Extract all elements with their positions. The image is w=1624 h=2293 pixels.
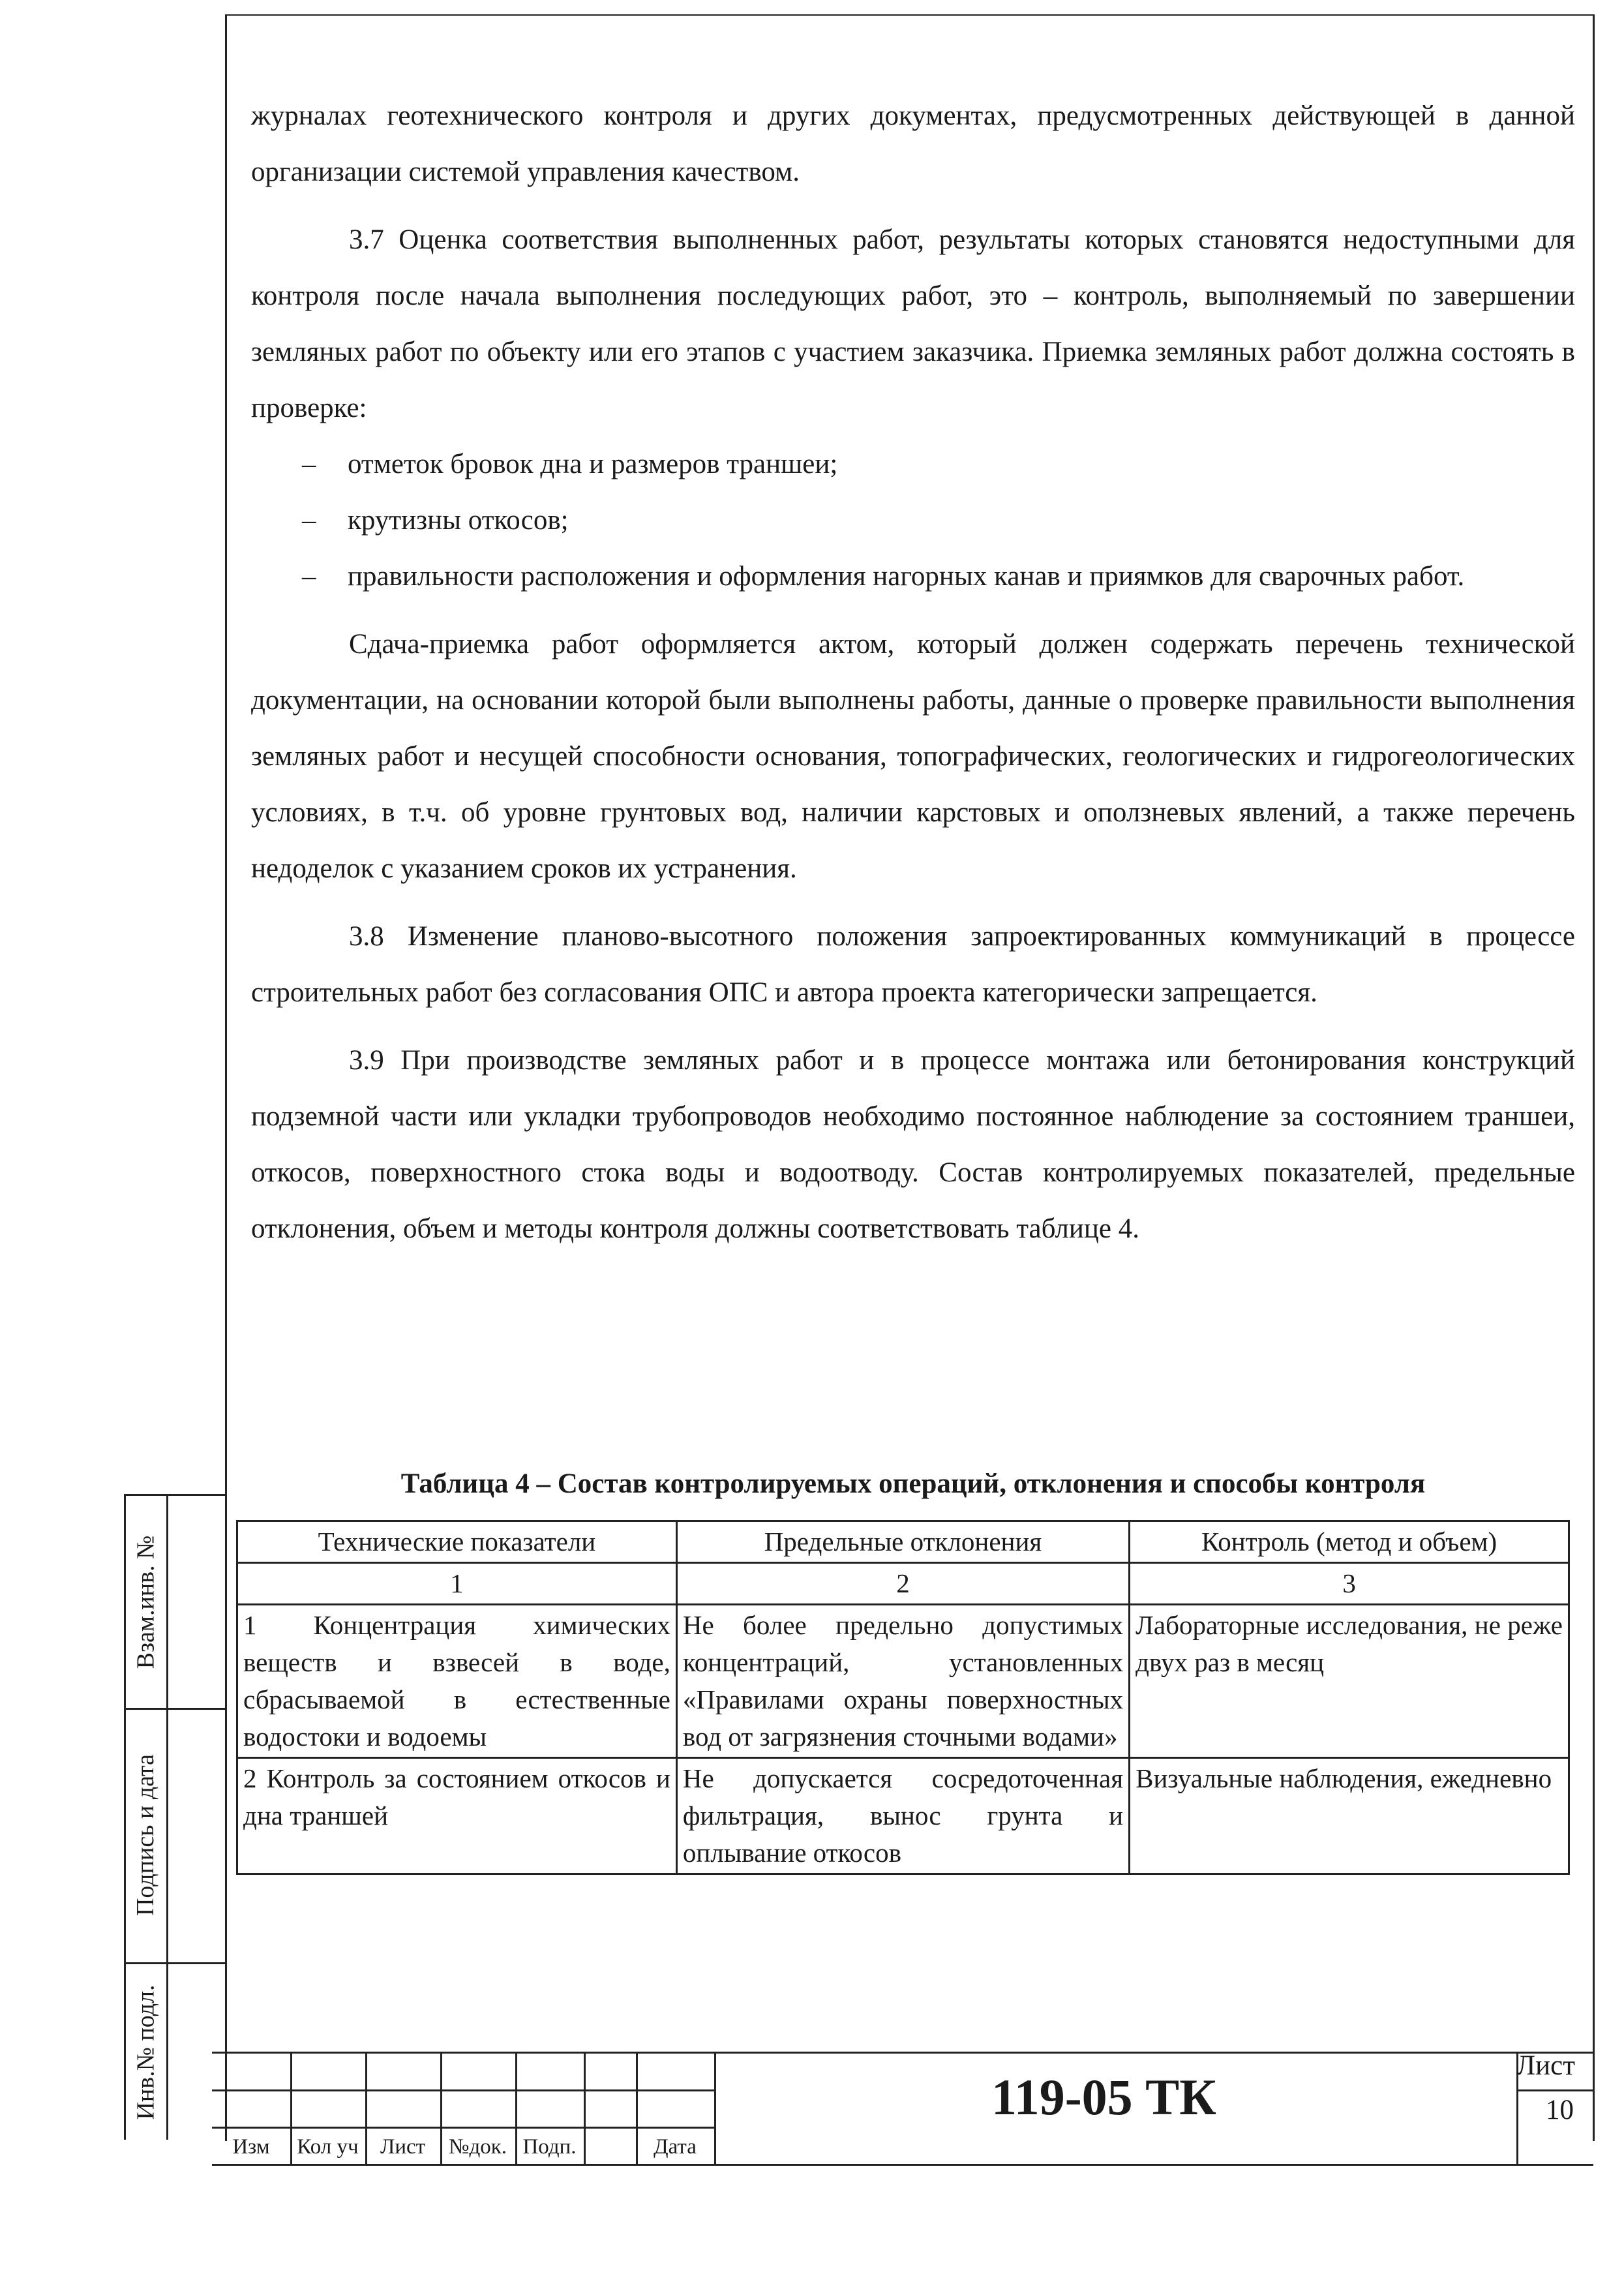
title-block xyxy=(212,2052,1593,2166)
control-table xyxy=(236,1520,1570,1875)
stamp-divider xyxy=(166,1496,168,2140)
table-header-cell: Технические показатели xyxy=(237,1521,677,1563)
sheet-label: Лист xyxy=(1516,2050,1576,2081)
table-row xyxy=(237,1758,1569,1874)
title-block-label: №док. xyxy=(448,2135,507,2159)
bullet-1: – отметок бровок дна и размеров траншеи; xyxy=(251,436,1575,493)
table-number-cell: 1 xyxy=(237,1563,677,1605)
title-block-label: Дата xyxy=(654,2135,697,2159)
paragraph-acceptance: Сдача-приемка работ оформляется актом, который должен содержать перечень технической документации, на основании которой были выполнены работы, данные о проверке правильности выполнения земляных работ и несущей способности основания, топографических, геологических и гидрогеологических условиях, в т.ч. об уровне грунтовых вод, наличии карстовых и оползневых явлений, а также перечень недоделок с указанием сроков их устранения. xyxy=(251,629,1575,884)
sheet-number: 10 xyxy=(1546,2095,1574,2125)
table-number-cell: 2 xyxy=(676,1563,1129,1605)
paragraph-3-7: 3.7 Оценка соответствия выполненных работ, результаты которых становятся недоступными для контроля после начала выполнения последующих работ, это – контроль, выполняемый по завершении земляных работ по объекту или его этапов с участием заказчика. Приемка земляных работ должна состоять в проверке: xyxy=(251,224,1575,423)
table-number-row xyxy=(237,1563,1569,1605)
table-cell: Не более предельно допустимых концентраций, установленных «Правилами охраны поверхностных вод от загрязнения сточными водами» xyxy=(676,1605,1129,1758)
margin-stamp xyxy=(124,1494,225,2140)
table-cell: Лабораторные исследования, не реже двух раз в месяц xyxy=(1130,1605,1569,1758)
table-number-cell: 3 xyxy=(1130,1563,1569,1605)
title-block-label: Подп. xyxy=(522,2135,577,2159)
bullet-2: – крутизны откосов; xyxy=(251,493,1575,549)
paragraph-3-9: 3.9 При производстве земляных работ и в процессе монтажа или бетонирования конструкций подземной части или укладки трубопроводов необходимо постоянное наблюдение за состоянием траншеи, откосов, поверхностного стока воды и водоотводу. Состав контролируемых показателей, предельные отклонения, объем и методы контроля должны соответствовать таблице 4. xyxy=(251,1045,1575,1244)
table-cell: 2 Контроль за состоянием откосов и дна траншей xyxy=(237,1758,677,1874)
table-header-cell: Предельные отклонения xyxy=(676,1521,1129,1563)
table-row xyxy=(237,1605,1569,1758)
stamp-label-replacement: Взам.инв. № xyxy=(132,1535,160,1669)
table-caption: Таблица 4 – Состав контролируемых операций, отклонения и способы контроля xyxy=(400,1468,1426,1499)
table-header-row xyxy=(237,1521,1569,1563)
document-code: 119-05 ТК xyxy=(991,2069,1216,2125)
stamp-label-original: Инв.№ подл. xyxy=(132,1984,160,2120)
table-cell: 1 Концентрация химических веществ и взвесей в воде, сбрасываемой в естественные водостоки и водоемы xyxy=(237,1605,677,1758)
table-cell: Не допускается сосредоточенная фильтрация, вынос грунта и оплывание откосов xyxy=(676,1758,1129,1874)
stamp-label-signature: Подпись и дата xyxy=(132,1754,160,1917)
title-block-label: Изм xyxy=(232,2135,270,2159)
table-header-cell: Контроль (метод и объем) xyxy=(1130,1521,1569,1563)
title-block-label: Кол уч xyxy=(297,2135,359,2159)
paragraph-1: журналах геотехнического контроля и других документах, предусмотренных действующей в данной организации системой управления качеством. xyxy=(251,100,1575,187)
bullet-3: – правильности расположения и оформления нагорных канав и приямков для сварочных работ. xyxy=(251,549,1575,605)
paragraph-3-8: 3.8 Изменение планово-высотного положения запроектированных коммуникаций в процессе строительных работ без согласования ОПС и автора проекта категорически запрещается. xyxy=(251,921,1575,1008)
title-block-label: Лист xyxy=(380,2135,426,2159)
body-text xyxy=(251,88,1575,1257)
table-cell: Визуальные наблюдения, ежедневно xyxy=(1130,1758,1569,1874)
